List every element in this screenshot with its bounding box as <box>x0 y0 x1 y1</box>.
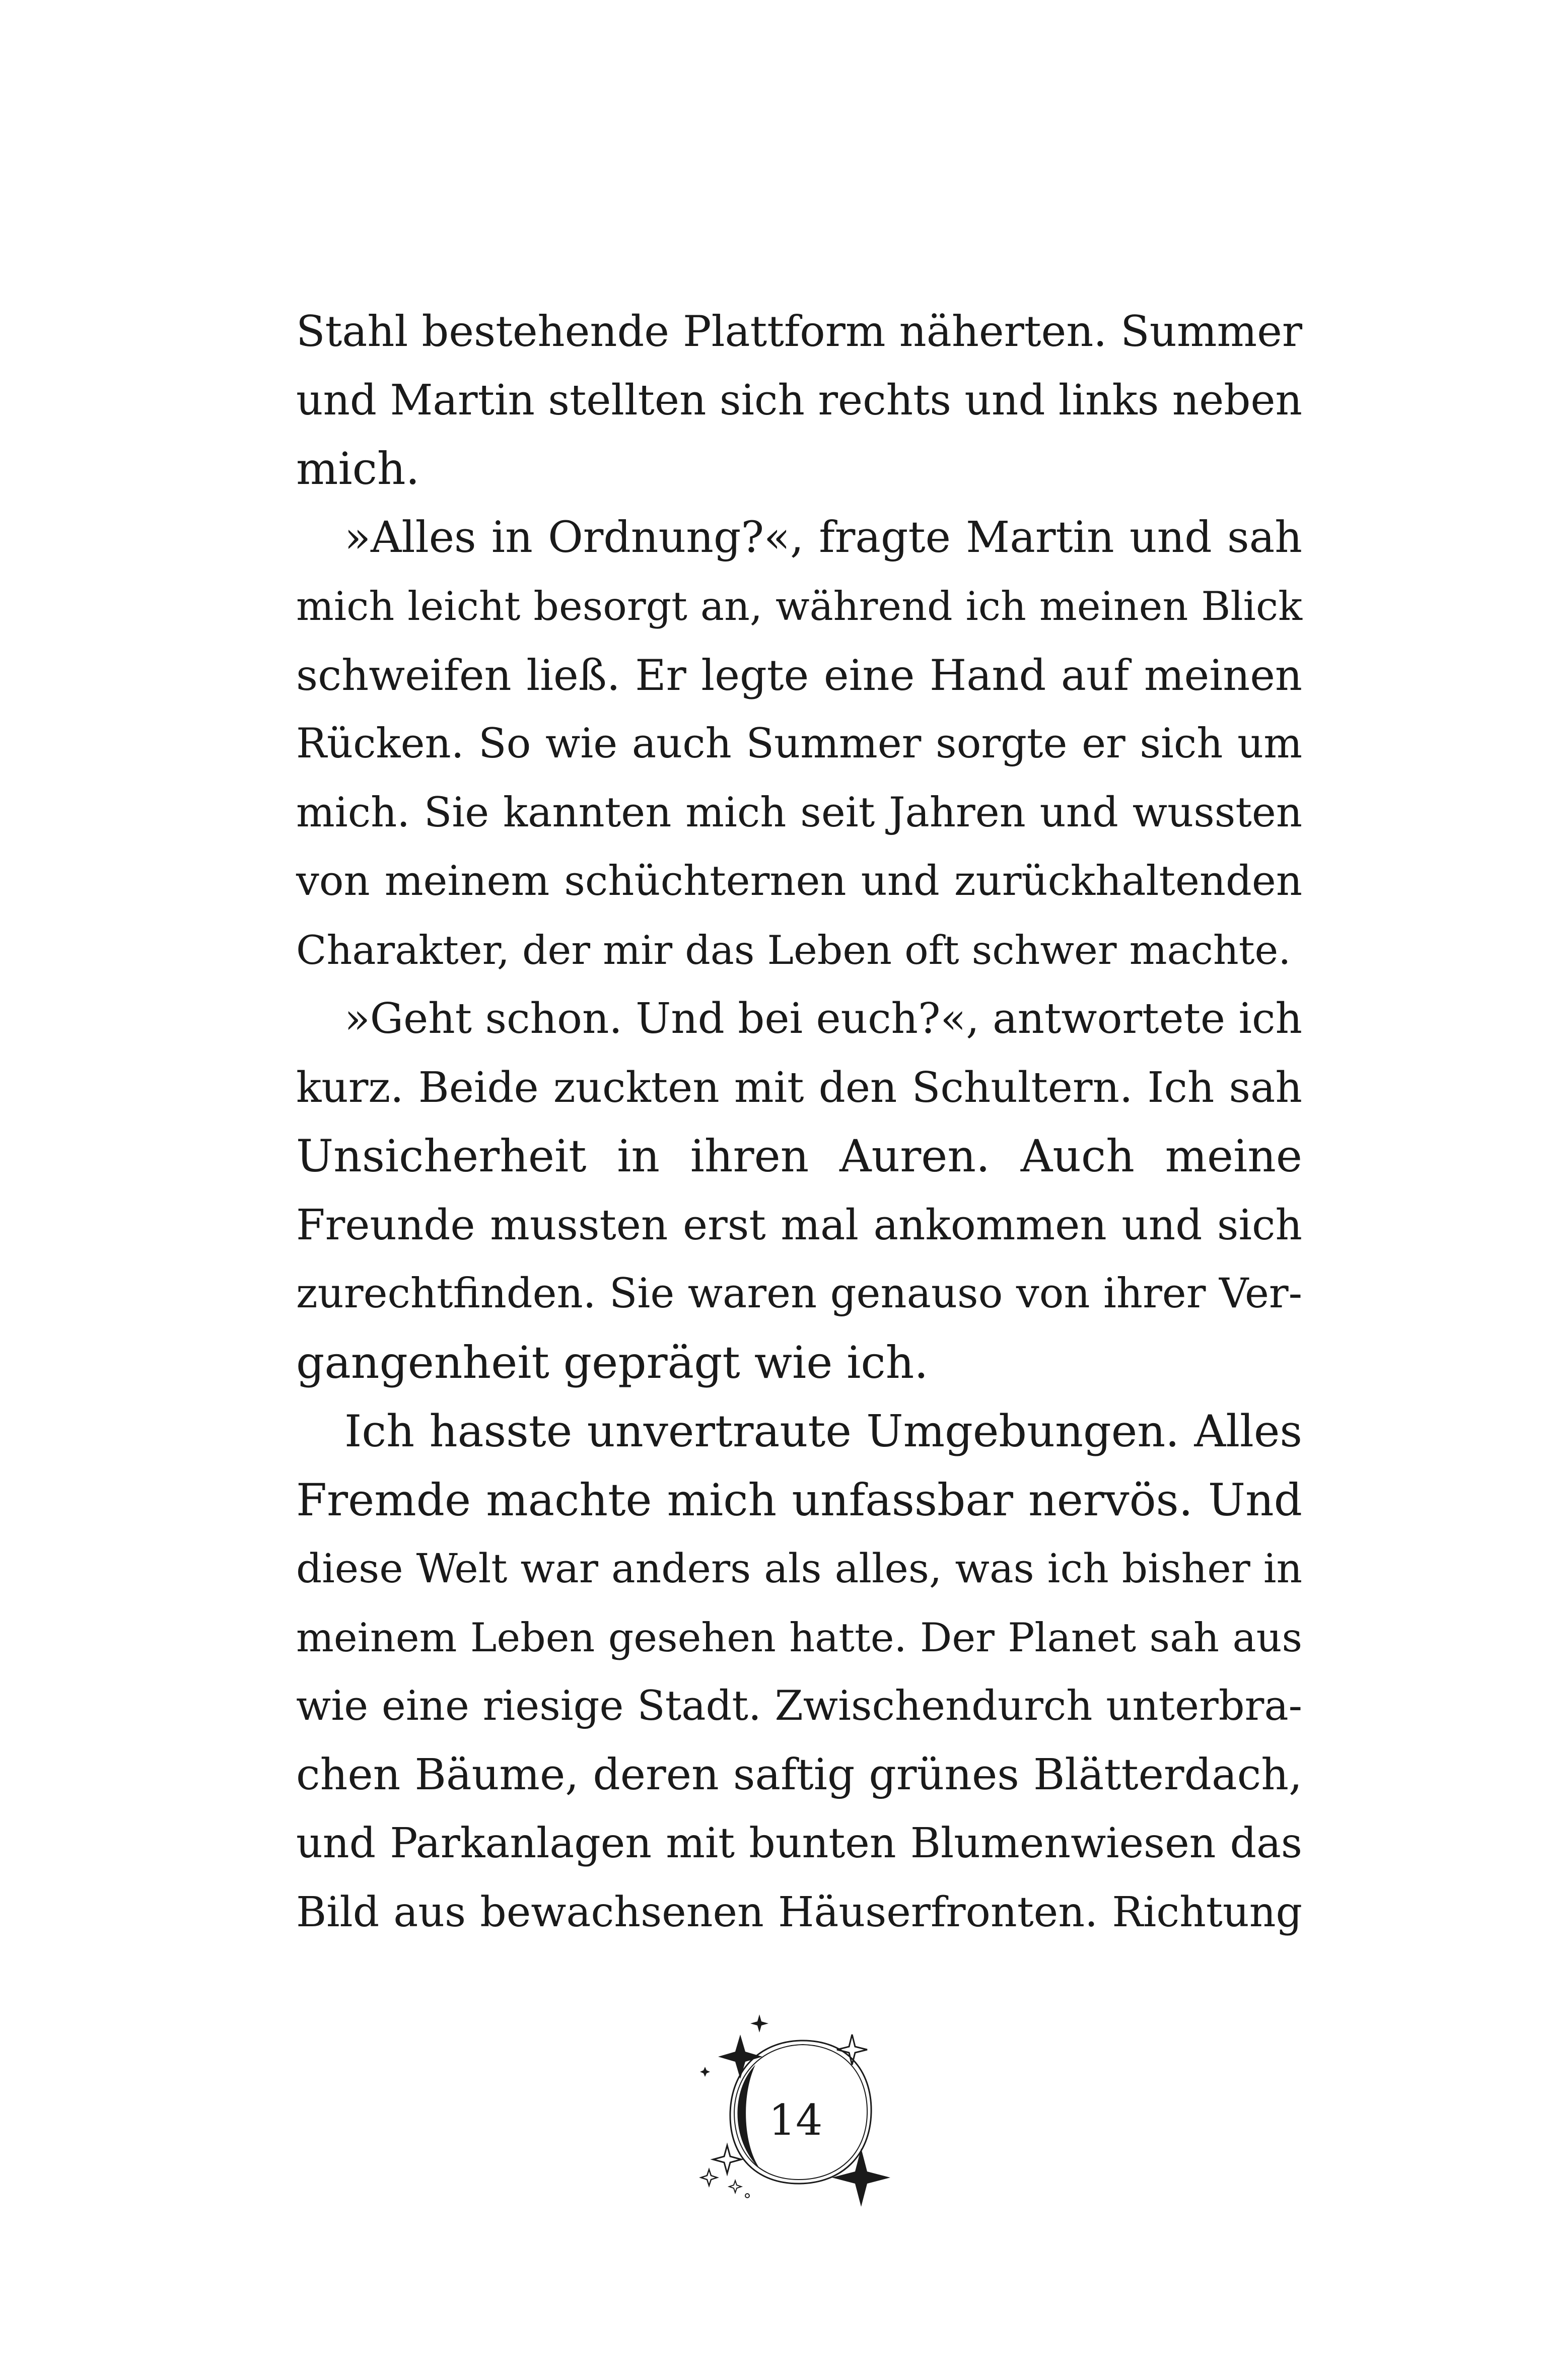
text-line: chen Bäume, deren saftig grünes Blätterdach, <box>296 1749 1302 1800</box>
text-line: und Martin stellten sich rechts und links neben <box>296 375 1302 425</box>
text-line: und Parkanlagen mit bunten Blumenwiesen das <box>296 1819 1302 1867</box>
body-text <box>296 297 1302 1947</box>
text-line: mich. <box>296 443 420 495</box>
text-line: zurechtfinden. Sie waren genauso von ihrer Ver- <box>296 1270 1302 1317</box>
text-line: Charakter, der mir das Leben oft schwer machte. <box>296 927 1291 973</box>
text-line: Rücken. So wie auch Summer sorgte er sich um <box>296 720 1302 767</box>
text-line: wie eine riesige Stadt. Zwischendurch unterbra- <box>296 1683 1302 1730</box>
text-line: gangenheit geprägt wie ich. <box>296 1336 929 1388</box>
page-number: 14 <box>768 2095 823 2145</box>
text-line: Ich hasste unvertraute Umgebungen. Alles <box>344 1406 1302 1457</box>
text-line: Stahl bestehende Plattform näherten. Summer <box>296 307 1302 356</box>
text-line: mich leicht besorgt an, während ich meinen Blick <box>296 583 1302 629</box>
text-line: Freunde mussten erst mal ankommen und sich <box>296 1200 1302 1249</box>
text-line: kurz. Beide zuckten mit den Schultern. Ich sah <box>296 1063 1302 1112</box>
page-footer <box>695 2009 906 2221</box>
text-line: schweifen ließ. Er legte eine Hand auf meinen <box>296 650 1302 700</box>
text-line: Bild aus bewachsenen Häuserfronten. Richtung <box>296 1888 1302 1936</box>
text-line: »Geht schon. Und bei euch?«, antwortete ich <box>344 994 1302 1043</box>
text-line: Unsicherheit in ihren Auren. Auch meine <box>296 1130 1302 1182</box>
text-line: Fremde machte mich unfassbar nervös. Und <box>296 1474 1302 1526</box>
text-line: meinem Leben gesehen hatte. Der Planet sah aus <box>296 1614 1302 1661</box>
text-line: mich. Sie kannten mich seit Jahren und wussten <box>296 789 1302 836</box>
text-line: diese Welt war anders als alles, was ich bisher in <box>296 1545 1302 1592</box>
text-line: von meinem schüchternen und zurückhaltenden <box>296 858 1302 905</box>
text-line: »Alles in Ordnung?«, fragte Martin und sah <box>344 512 1302 563</box>
